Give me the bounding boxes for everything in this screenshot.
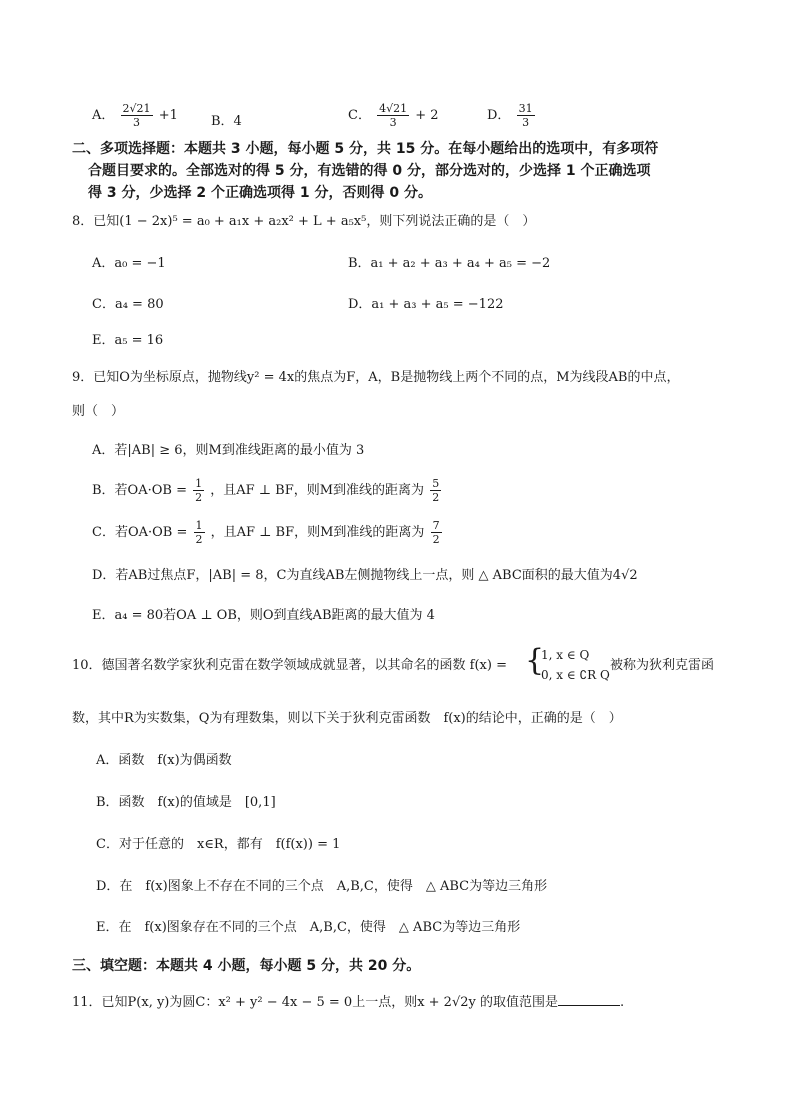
- q10-stem-post: 被称为狄利克雷函: [610, 658, 715, 673]
- q9-option-b-answer-numerator: 5: [432, 477, 440, 490]
- q9-option-b-answer-fraction: [430, 477, 441, 504]
- q9-option-e: E．a₄ = 80若OA ⊥ OB，则O到直线AB距离的最大值为 4: [92, 608, 435, 623]
- q9-option-b-dot-denominator: 2: [195, 491, 203, 504]
- q7-option-a-label: A．: [92, 108, 115, 123]
- q8-option-c: C．a₄ = 80: [92, 297, 164, 312]
- q7-option-a-fraction: [121, 102, 153, 129]
- section2-heading-line1: 二、多项选择题：本题共 3 小题，每小题 5 分，共 15 分。在每小题给出的选项中，有多项符: [72, 141, 659, 157]
- q9-option-d: D．若AB过焦点F，|AB| = 8，C为直线AB左侧抛物线上一点，则 △ ABC面积的最大值为4√2: [92, 568, 638, 583]
- q9-stem: 9．已知O为坐标原点，抛物线y² = 4x的焦点为F，A，B是抛物线上两个不同的点，M为线段AB的中点，: [72, 370, 680, 385]
- q9-option-c-prefix: C．若OA·OB =: [92, 525, 192, 540]
- q7-option-d-fraction: [517, 102, 535, 129]
- q10-piecewise-case1: 1, x ∈ Q: [541, 648, 590, 662]
- q9-option-c-dot-fraction: [194, 519, 205, 546]
- q8-option-d: D．a₁ + a₃ + a₅ = −122: [348, 297, 504, 312]
- q9-option-c-middle: ，且AF ⊥ BF，则M到准线的距离为: [210, 525, 425, 540]
- q9-option-a: A．若|AB| ≥ 6，则M到准线距离的最小值为 3: [92, 443, 365, 458]
- q11-stem-end: .: [619, 995, 625, 1010]
- q10-option-a: A．函数 f(x)为偶函数: [96, 753, 232, 768]
- q7-option-d-denominator: 3: [522, 116, 530, 129]
- q9-option-b-prefix: B．若OA·OB =: [92, 483, 192, 498]
- q11-stem: [72, 993, 624, 1012]
- q9-option-c-dot-numerator: 1: [195, 519, 203, 532]
- q10-option-e: E．在 f(x)图象存在不同的三个点 A,B,C，使得 △ ABC为等边三角形: [96, 920, 521, 935]
- q9-option-c-answer-denominator: 2: [432, 533, 440, 546]
- q8-option-e: E．a₅ = 16: [92, 333, 164, 348]
- q7-option-c-label: C．: [348, 108, 371, 123]
- q8-option-b: B．a₁ + a₂ + a₃ + a₄ + a₅ = −2: [348, 256, 551, 271]
- q10-stem: 10．德国著名数学家狄利克雷在数学领域成就显著，以其命名的函数 f(x) =: [72, 658, 507, 673]
- q7-option-a-denominator: 3: [133, 116, 141, 129]
- q9-option-c-dot-denominator: 2: [195, 533, 203, 546]
- q9-option-c: [92, 519, 444, 546]
- q11-answer-blank: [558, 993, 620, 1006]
- q10-piecewise-brace: {: [525, 643, 545, 678]
- q10-option-c: C．对于任意的 x∈R，都有 f(f(x)) = 1: [96, 837, 341, 852]
- q7-option-a-numerator: 2√21: [122, 102, 151, 115]
- section2-heading-line2: 合题目要求的。全部选对的得 5 分，有选错的得 0 分，部分选对的，少选择 1 个正确选项: [88, 163, 651, 179]
- q7-option-c: [348, 102, 439, 129]
- q9-option-b-answer-denominator: 2: [432, 491, 440, 504]
- q7-option-a-tail: +1: [158, 108, 178, 123]
- q8-stem: 8．已知(1 − 2x)⁵ = a₀ + a₁x + a₂x² + L + a₅x⁵，则下列说法正确的是（ ）: [72, 214, 536, 229]
- q8-option-a: A．a₀ = −1: [92, 256, 166, 271]
- q10-piecewise-case2: 0, x ∈ ∁R Q: [541, 668, 610, 682]
- q9-option-b-middle: ，且AF ⊥ BF，则M到准线的距离为: [210, 483, 425, 498]
- q9-option-b-dot-numerator: 1: [195, 477, 203, 490]
- q7-option-c-denominator: 3: [389, 116, 397, 129]
- q9-option-b-dot-fraction: [193, 477, 204, 504]
- q7-option-c-fraction: [377, 102, 409, 129]
- q10-stem-cont: 数，其中R为实数集，Q为有理数集，则以下关于狄利克雷函数 f(x)的结论中，正确的是（ ）: [72, 711, 622, 726]
- q7-option-c-tail: + 2: [415, 108, 439, 123]
- q9-stem-cont: 则（ ）: [72, 404, 125, 419]
- q10-option-b: B．函数 f(x)的值域是 [0,1]: [96, 795, 276, 810]
- q7-option-b: B．4: [211, 114, 242, 129]
- q7-option-a: [92, 102, 178, 129]
- section2-heading-line3: 得 3 分，少选择 2 个正确选项得 1 分，否则得 0 分。: [88, 185, 432, 201]
- section3-heading: 三、填空题：本题共 4 小题，每小题 5 分，共 20 分。: [72, 958, 421, 974]
- q11-stem-text: 11．已知P(x, y)为圆C：x² + y² − 4x − 5 = 0上一点，则x + 2√2y 的取值范围是: [72, 995, 558, 1010]
- q7-option-d: [487, 102, 537, 129]
- q7-option-d-label: D．: [487, 108, 511, 123]
- q10-option-d: D．在 f(x)图象上不存在不同的三个点 A,B,C，使得 △ ABC为等边三角形: [96, 879, 548, 894]
- q9-option-c-answer-fraction: [431, 519, 442, 546]
- q7-option-d-numerator: 31: [518, 102, 533, 115]
- q9-option-c-answer-numerator: 7: [432, 519, 440, 532]
- q9-option-b: [92, 477, 443, 504]
- q7-option-c-numerator: 4√21: [379, 102, 408, 115]
